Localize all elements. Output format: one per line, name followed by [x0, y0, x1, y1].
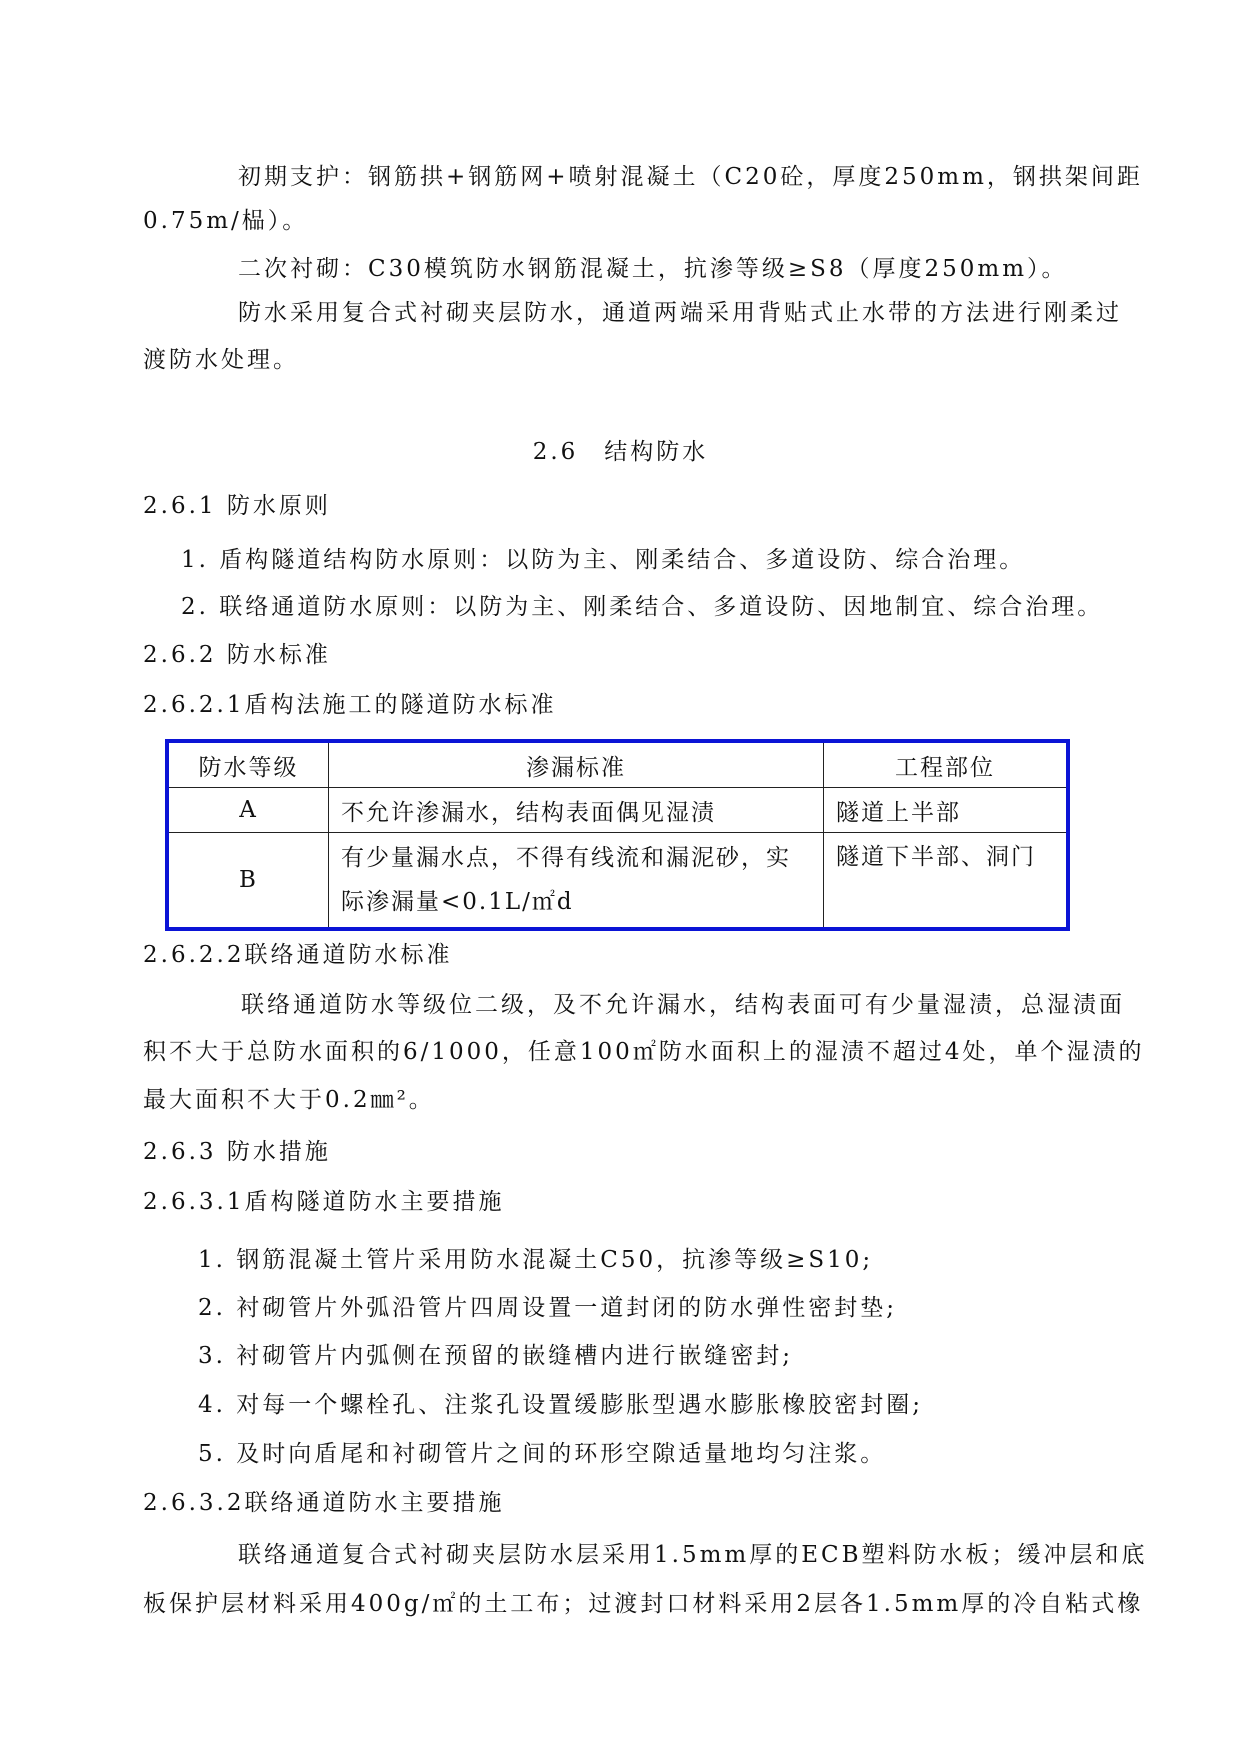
s262-heading: 2.6.2 防水标准	[143, 642, 331, 668]
section-title: 2.6 结构防水	[532, 439, 709, 465]
s263-item-1: 1. 钢筋混凝土管片采用防水混凝土C50，抗渗等级≥S10;	[198, 1247, 874, 1273]
table-header-cell: 防水等级	[167, 741, 329, 788]
s263-sub1: 2.6.3.1盾构隧道防水主要措施	[143, 1189, 505, 1215]
table-header-cell: 渗漏标准	[329, 741, 824, 788]
location-cell: 隧道下半部、洞门	[824, 833, 1069, 930]
table-row	[167, 833, 1068, 930]
s261-heading: 2.6.1 防水原则	[143, 493, 331, 519]
s261-item-1: 1. 盾构隧道结构防水原则：以防为主、刚柔结合、多道设防、综合治理。	[181, 547, 1026, 573]
s263-item-2: 2. 衬砌管片外弧沿管片四周设置一道封闭的防水弹性密封垫;	[198, 1295, 898, 1321]
standard-line: 有少量漏水点，不得有线流和漏泥砂，实	[341, 845, 791, 871]
grade-cell: A	[167, 788, 329, 833]
s263-heading: 2.6.3 防水措施	[143, 1139, 331, 1165]
s262-sub2: 2.6.2.2联络通道防水标准	[143, 942, 453, 968]
s262-para-line1: 联络通道防水等级位二级，及不允许漏水，结构表面可有少量湿渍，总湿渍面	[241, 992, 1125, 1018]
standard-line: 际渗漏量<0.1L/㎡d	[341, 889, 574, 915]
table-header-cell: 工程部位	[824, 741, 1069, 788]
s263-sub2: 2.6.3.2联络通道防水主要措施	[143, 1490, 505, 1516]
standard-cell: 不允许渗漏水，结构表面偶见湿渍	[329, 788, 824, 833]
intro-p1-line1: 初期支护：钢筋拱+钢筋网+喷射混凝土（C20砼，厚度250mm，钢拱架间距	[238, 164, 1143, 190]
s263-para-line1: 联络通道复合式衬砌夹层防水层采用1.5mm厚的ECB塑料防水板；缓冲层和底	[238, 1542, 1148, 1568]
intro-p1-line2: 0.75m/榀）。	[143, 208, 309, 234]
intro-p2: 二次衬砌：C30模筑防水钢筋混凝土，抗渗等级≥S8（厚度250mm）。	[238, 256, 1068, 282]
grade-cell: B	[167, 833, 329, 930]
table-row	[167, 788, 1068, 833]
intro-p3-line1: 防水采用复合式衬砌夹层防水，通道两端采用背贴式止水带的方法进行刚柔过	[238, 300, 1122, 326]
s262-para-line2: 积不大于总防水面积的6/1000，任意100㎡防水面积上的湿渍不超过4处，单个湿渍的	[143, 1039, 1145, 1065]
s263-item-5: 5. 及时向盾尾和衬砌管片之间的环形空隙适量地均匀注浆。	[198, 1441, 887, 1467]
s262-para-line3: 最大面积不大于0.2㎜²。	[143, 1087, 435, 1113]
intro-p3-line2: 渡防水处理。	[143, 347, 299, 373]
waterproof-standard-table	[165, 739, 1070, 931]
s263-item-4: 4. 对每一个螺栓孔、注浆孔设置缓膨胀型遇水膨胀橡胶密封圈;	[198, 1392, 924, 1418]
s263-item-3: 3. 衬砌管片内弧侧在预留的嵌缝槽内进行嵌缝密封;	[198, 1343, 794, 1369]
standard-cell	[329, 833, 824, 930]
s262-sub1: 2.6.2.1盾构法施工的隧道防水标准	[143, 692, 557, 718]
s263-para-line2: 板保护层材料采用400g/㎡的土工布；过渡封口材料采用2层各1.5mm厚的冷自粘式橡	[143, 1591, 1144, 1617]
table-header-row	[167, 741, 1068, 788]
location-cell: 隧道上半部	[824, 788, 1069, 833]
s261-item-2: 2. 联络通道防水原则：以防为主、刚柔结合、多道设防、因地制宜、综合治理。	[181, 594, 1104, 620]
